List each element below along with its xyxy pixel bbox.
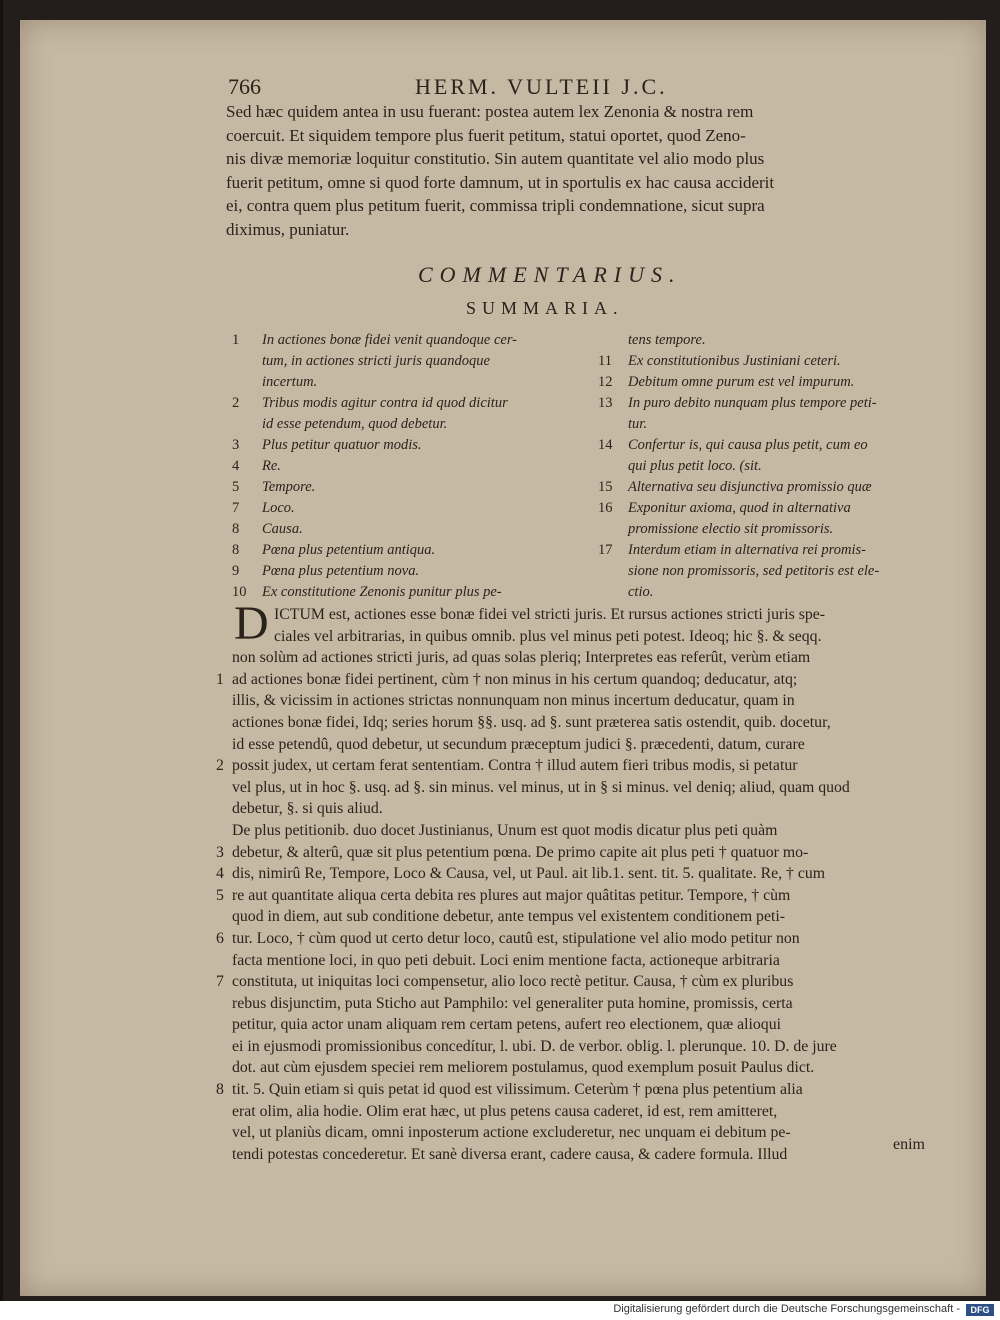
body-line: ei in ejusmodi promissionibus concedítur, l. ubi. D. de verbor. oblig. l. plerunque. 10. D. de jure: [232, 1037, 837, 1055]
summary-number: 17: [598, 542, 613, 558]
summary-text: Ex constitutionibus Justiniani ceteri.: [628, 353, 841, 369]
summary-entry: [598, 330, 948, 351]
margin-number: 2: [216, 757, 224, 775]
summary-text: Confertur is, qui causa plus petit, cum eo: [628, 437, 868, 453]
margin-number: [216, 820, 224, 842]
summary-entry: [598, 519, 948, 540]
intro-line: Sed hæc quidem antea in usu fuerant: postea autem lex Zenonia & nostra rem: [226, 102, 754, 121]
summary-text: Re.: [262, 458, 281, 474]
body-line: non solùm ad actiones stricti juris, ad quas solas pleriq; Interpretes eas referût, verùm etiam: [232, 649, 811, 667]
section-heading: COMMENTARIUS.: [418, 262, 682, 287]
body-line: id esse petendû, quod debetur, ut secundum præceptum judici §. præcedenti, datum, curare: [232, 735, 805, 753]
summary-entry: [232, 540, 582, 561]
body-line: ciales vel arbitrarias, in quibus omnib. plus vel minus peti potest. Ideoq; hic §. & seqq.: [274, 627, 822, 645]
summary-entry: [598, 435, 948, 456]
body-line: illis, & vicissim in actiones strictas nonnunquam non minus incertum deducatur, quam in: [232, 692, 795, 710]
page-number: 766: [228, 74, 261, 99]
summary-entry: [232, 372, 582, 393]
margin-number: [216, 690, 224, 712]
body-line: actiones bonæ fidei, Idq; series horum §§. usq. ad §. sunt præterea satis ostendit, quib. docetur,: [232, 713, 831, 731]
body-line: tur. Loco, † cùm quod ut certo detur loco, cautû est, stipulatione vel alio modo petitur non: [232, 929, 800, 947]
summary-entry: [232, 582, 582, 603]
margin-number: [216, 906, 224, 928]
summary-number: 5: [232, 479, 240, 495]
margin-number: 4: [216, 865, 224, 883]
summary-entry: [232, 330, 582, 351]
margin-number: 6: [216, 929, 224, 947]
summary-text: Tempore.: [262, 479, 316, 495]
summary-entry: [232, 435, 582, 456]
margin-number: [216, 950, 224, 972]
running-title: HERM. VULTEII J.C.: [415, 74, 668, 99]
body-line: petitur, quia actor unam aliquam rem certam petens, aufert reo electionem, quæ alioqui: [232, 1016, 781, 1034]
summary-number: 16: [598, 500, 613, 516]
summary-text: sione non promissoris, sed petitoris est ele-: [628, 563, 880, 579]
summaria-heading: SUMMARIA.: [466, 298, 624, 318]
summary-number: 7: [232, 500, 240, 516]
summary-entry: [598, 393, 948, 414]
summary-entry: [232, 519, 582, 540]
dfg-logo: DFG: [966, 1304, 994, 1316]
margin-number: [216, 712, 224, 734]
summary-text: Loco.: [262, 500, 295, 516]
summary-entry: [598, 498, 948, 519]
summary-number: 4: [232, 458, 240, 474]
summary-entry: [232, 456, 582, 477]
body-line: erat olim, alia hodie. Olim erat hæc, ut plus petens causa caderet, id est, rem amitteret,: [232, 1102, 778, 1120]
catchword: enim: [893, 1136, 925, 1153]
summary-entry: [598, 456, 948, 477]
body-line: vel plus, ut in hoc §. usq. ad §. sin minus. vel minus, ut in § si minus. vel deniq; aliud, quam quod: [232, 778, 850, 796]
body-line: De plus petitionib. duo docet Justinianus, Unum est quot modis dicatur plus peti quàm: [232, 821, 778, 839]
summary-text: Tribus modis agitur contra id quod dicitur: [262, 395, 508, 411]
body-line: quod in diem, aut sub conditione debetur, ante tempus vel existentem conditionem peti-: [232, 908, 786, 926]
margin-number: [216, 626, 224, 648]
summaria-left-column: [232, 330, 582, 603]
summary-text: Alternativa seu disjunctiva promissio quæ: [628, 479, 872, 495]
summary-number: 2: [232, 395, 240, 411]
summary-number: 8: [232, 542, 240, 558]
body-line: ICTUM est, actiones esse bonæ fidei vel stricti juris. Et rursus actiones stricti juris spe-: [274, 606, 826, 623]
intro-line: fuerit petitum, omne si quod forte damnum, ut in sportulis ex hac causa acciderit: [226, 172, 775, 192]
margin-number: [216, 1144, 224, 1166]
footer-bar: [0, 1301, 1000, 1320]
margin-number: [216, 604, 224, 626]
intro-line: nis divæ memoriæ loquitur constitutio. Sin autem quantitate vel alio modo plus: [226, 149, 765, 168]
intro-line: ei, contra quem plus petitum fuerit, commissa tripli condemnatione, sicut supra: [226, 196, 765, 215]
intro-line: coercuit. Et siquidem tempore plus fuerit petitum, statui oportet, quod Zeno-: [226, 125, 746, 145]
summary-number: 14: [598, 437, 613, 453]
body-line: vel, ut planiùs dicam, omni inposterum actione excluderetur, nec unquam ei debitum pe-: [232, 1124, 791, 1142]
summary-entry: [232, 393, 582, 414]
margin-number: [216, 993, 224, 1015]
commentary-body: [232, 604, 944, 1165]
margin-number: 8: [216, 1081, 224, 1099]
summary-text: Pœna plus petentium nova.: [262, 563, 420, 579]
summary-number: 10: [232, 584, 247, 600]
body-line: rebus disjunctim, puta Sticho aut Pamphilo: vel generaliter puta homine, promissis, certa: [232, 994, 793, 1012]
summary-number: 12: [598, 374, 613, 390]
summary-text: In puro debito nunquam plus tempore peti-: [628, 395, 877, 411]
summary-entry: [232, 477, 582, 498]
margin-numbers: [216, 604, 224, 1165]
summary-number: 9: [232, 563, 240, 579]
summary-entry: [598, 477, 948, 498]
body-line: tit. 5. Quin etiam si quis petat id quod est vilissimum. Ceterùm † pœna plus petentium alia: [232, 1081, 803, 1099]
body-line: constituta, ut iniquitas loci compensetur, alio loco rectè petitur. Causa, † cùm ex pluribus: [232, 973, 794, 991]
summary-number: 15: [598, 479, 613, 495]
margin-number: [216, 798, 224, 820]
summary-text: Ex constitutione Zenonis punitur plus pe-: [262, 584, 502, 600]
summary-text: Pœna plus petentium antiqua.: [262, 542, 436, 558]
summary-entry: [598, 561, 948, 582]
summary-text: tens tempore.: [628, 332, 706, 348]
margin-number: 1: [216, 670, 224, 688]
summary-number: 8: [232, 521, 240, 537]
margin-number: [216, 1014, 224, 1036]
margin-number: [216, 777, 224, 799]
summary-text: ctio.: [628, 584, 654, 600]
summary-number: 13: [598, 395, 613, 411]
margin-number: 5: [216, 886, 224, 904]
body-line: debetur, & alterû, quæ sit plus petentium pœna. De primo capite ait plus peti † quatuor mo-: [232, 843, 809, 861]
scan-border-left: [0, 0, 3, 1320]
drop-cap: D: [234, 597, 269, 650]
page-header: [0, 74, 1000, 98]
margin-number: [216, 734, 224, 756]
body-line: debetur, §. si quis aliud.: [232, 800, 383, 818]
summary-text: id esse petendum, quod debetur.: [262, 416, 448, 432]
summary-text: Interdum etiam in alternativa rei promis-: [628, 542, 867, 558]
margin-number: [216, 1101, 224, 1123]
summary-number: 11: [598, 353, 612, 369]
body-line: ad actiones bonæ fidei pertinent, cùm † non minus in his certum quandoq; deducatur, atq;: [232, 670, 798, 688]
body-line: facta mentione loci, in quo peti debuit. Loci enim mentione facta, actioneque arbitraria: [232, 951, 780, 969]
summary-text: Plus petitur quatuor modis.: [262, 437, 422, 453]
intro-paragraph: [226, 100, 946, 241]
summary-text: Debitum omne purum est vel impurum.: [628, 374, 855, 390]
summary-entry: [598, 372, 948, 393]
summary-text: tum, in actiones stricti juris quandoque: [262, 353, 490, 369]
summaria-right-column: [598, 330, 948, 603]
margin-number: [216, 1122, 224, 1144]
summary-number: 3: [232, 437, 240, 453]
summary-text: In actiones bonæ fidei venit quandoque cer-: [262, 332, 518, 348]
margin-number: 7: [216, 973, 224, 991]
footer-credit: Digitalisierung gefördert durch die Deutsche Forschungsgemeinschaft -: [613, 1303, 960, 1315]
summary-text: incertum.: [262, 374, 318, 390]
margin-number: [216, 1036, 224, 1058]
body-line: dis, nimirû Re, Tempore, Loco & Causa, vel, ut Paul. ait lib.1. sent. tit. 5. qualitate. Re, † cum: [232, 865, 826, 883]
body-line: tendi potestas concederetur. Et sanè diversa erant, cadere causa, & cadere formula. Illud: [232, 1145, 788, 1163]
margin-number: [216, 647, 224, 669]
summary-text: Causa.: [262, 521, 303, 537]
summary-text: Exponitur axioma, quod in alternativa: [628, 500, 851, 516]
summary-entry: [232, 414, 582, 435]
margin-number: 3: [216, 843, 224, 861]
summary-text: tur.: [628, 416, 647, 432]
summary-text: promissione electio sit promissoris.: [628, 521, 834, 537]
summary-entry: [232, 498, 582, 519]
summary-entry: [598, 540, 948, 561]
body-line: re aut quantitate aliqua certa debita res plures aut major quâtitas petitur. Tempore, † cùm: [232, 886, 791, 904]
summary-number: 1: [232, 332, 240, 348]
summary-text: qui plus petit loco. (sit.: [628, 458, 762, 474]
summary-entry: [598, 582, 948, 603]
body-line: dot. aut cùm ejusdem speciei rem meliorem postulamus, quod exemplum posuit Paulus dict.: [232, 1059, 815, 1077]
body-line: possit judex, ut certam ferat sententiam. Contra † illud autem fieri tribus modis, si petatur: [232, 757, 798, 775]
intro-line: diximus, puniatur.: [226, 219, 350, 239]
summary-entry: [232, 561, 582, 582]
summary-entry: [598, 351, 948, 372]
summary-entry: [598, 414, 948, 435]
margin-number: [216, 1057, 224, 1079]
summary-entry: [232, 351, 582, 372]
